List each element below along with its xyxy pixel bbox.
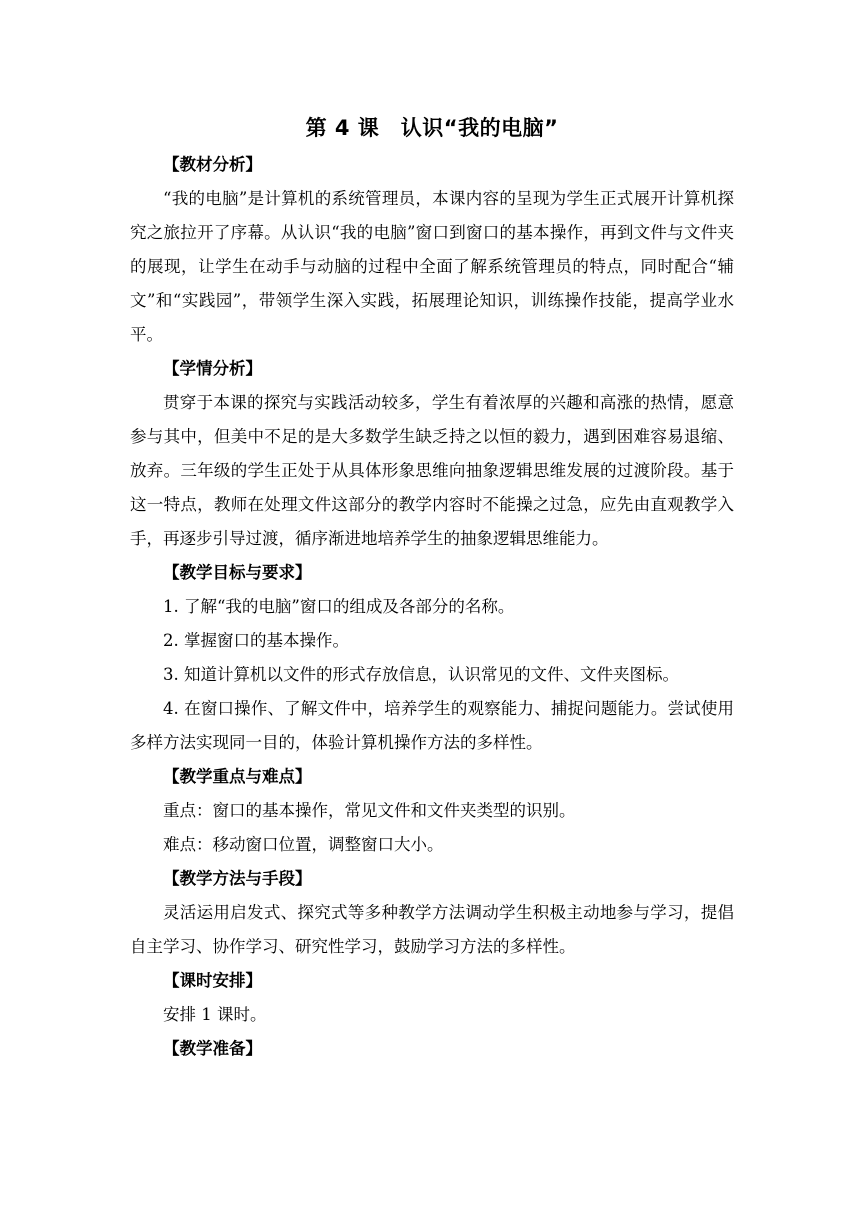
section-student-analysis xyxy=(130,352,734,556)
section-paragraph: 贯穿于本课的探究与实践活动较多，学生有着浓厚的兴趣和高涨的热情，愿意参与其中，但美中不足的是大多数学生缺乏持之以恒的毅力，遇到困难容易退缩、放弃。三年级的学生正处于从具体形象思维向抽象逻辑思维发展的过渡阶段。基于这一特点，教师在处理文件这部分的教学内容时不能操之过急，应先由直观教学入手，再逐步引导过渡，循序渐进地培养学生的抽象逻辑思维能力。 xyxy=(130,393,734,548)
section-heading: 【课时安排】 xyxy=(163,971,262,990)
schedule-line: 安排 1 课时。 xyxy=(163,1005,267,1024)
objective-item: 3. 知道计算机以文件的形式存放信息，认识常见的文件、文件夹图标。 xyxy=(163,665,679,684)
section-paragraph: “我的电脑”是计算机的系统管理员，本课内容的呈现为学生正式展开计算机探究之旅拉开了序幕。从认识“我的电脑”窗口到窗口的基本操作，再到文件与文件夹的展现，让学生在动手与动脑的过程中全面了解系统管理员的特点，同时配合“辅文”和“实践园”，带领学生深入实践，拓展理论知识，训练操作技能，提高学业水平。 xyxy=(130,189,734,344)
key-point-line: 重点：窗口的基本操作，常见文件和文件夹类型的识别。 xyxy=(163,801,576,820)
section-heading: 【教学重点与难点】 xyxy=(163,767,312,786)
section-objectives xyxy=(130,556,734,760)
objective-item: 4. 在窗口操作、了解文件中，培养学生的观察能力、捕捉问题能力。尝试使用多样方法实现同一目的，体验计算机操作方法的多样性。 xyxy=(130,699,734,752)
section-heading: 【教学目标与要求】 xyxy=(163,563,312,582)
section-material-analysis xyxy=(130,148,734,352)
section-heading: 【教学方法与手段】 xyxy=(163,869,312,888)
section-heading: 【学情分析】 xyxy=(163,359,262,378)
document-page xyxy=(130,110,734,1066)
section-preparation xyxy=(130,1032,734,1066)
section-methods xyxy=(130,862,734,964)
section-key-points xyxy=(130,760,734,862)
section-heading: 【教学准备】 xyxy=(163,1039,262,1058)
section-heading: 【教材分析】 xyxy=(163,155,262,174)
section-schedule xyxy=(130,964,734,1032)
objective-item: 1. 了解“我的电脑”窗口的组成及各部分的名称。 xyxy=(163,597,515,616)
objective-item: 2. 掌握窗口的基本操作。 xyxy=(163,631,349,650)
page-title: 第 4 课 认识“我的电脑” xyxy=(305,116,559,140)
difficulty-line: 难点：移动窗口位置，调整窗口大小。 xyxy=(163,835,444,854)
section-paragraph: 灵活运用启发式、探究式等多种教学方法调动学生积极主动地参与学习，提倡自主学习、协作学习、研究性学习，鼓励学习方法的多样性。 xyxy=(130,903,734,956)
